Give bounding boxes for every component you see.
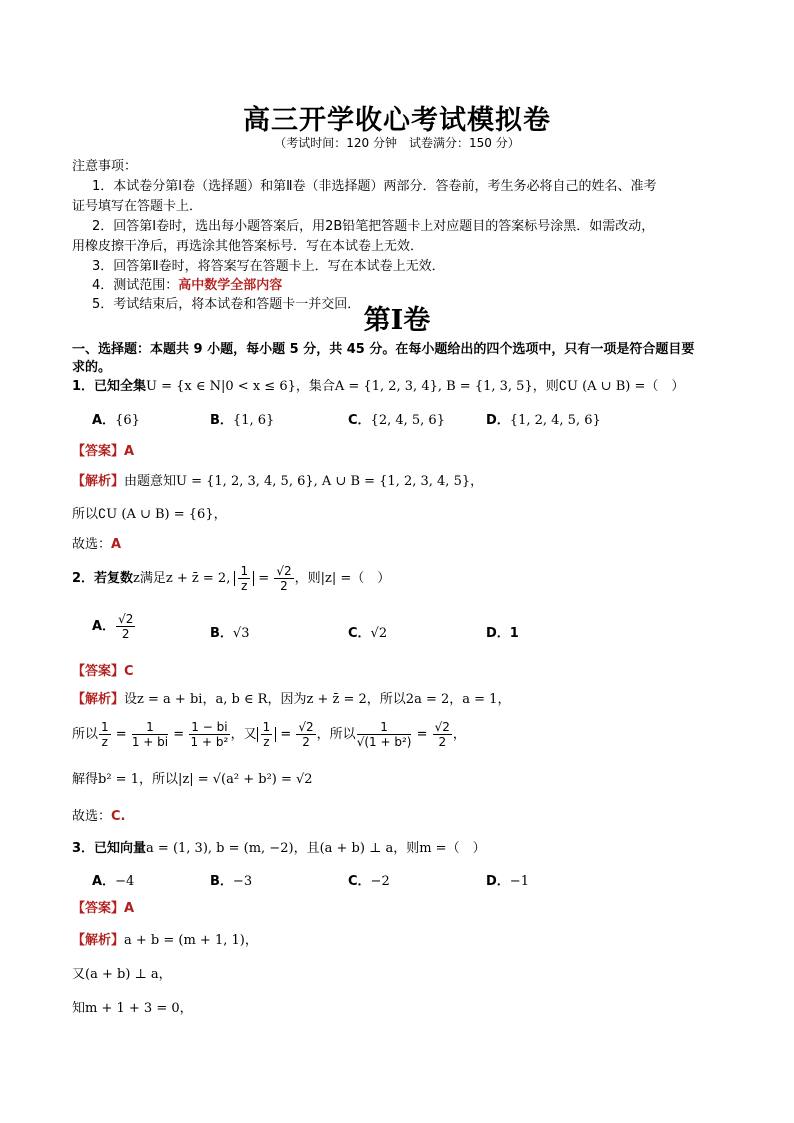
q3-analysis-2 <box>72 963 172 982</box>
q3-answer-value: A <box>124 901 135 916</box>
note-2b: 用橡皮擦干净后，再选涂其他答案标号．写在本试卷上无效． <box>72 239 424 254</box>
q2-ana1-e: ， <box>449 692 463 707</box>
q3-stem-m1: a = (1, 3), b = (m, −2) <box>146 841 294 856</box>
q1-stem-m1: U = {x ∈ N|0 < x ≤ 6} <box>146 379 296 394</box>
q2-ana3-a: 解得 <box>72 772 99 787</box>
note-4 <box>92 274 282 293</box>
q2-ana1-d: ，所以 <box>366 692 406 707</box>
analysis-label: 【解析】 <box>72 474 125 489</box>
q2-ana2-f1-den: z <box>101 735 108 749</box>
q2-ana3-m2: |z| = √(a² + b²) = √2 <box>178 772 313 787</box>
q1-select <box>72 533 121 552</box>
q3-ana2-a: 又 <box>72 967 86 982</box>
q3-analysis-1 <box>72 929 258 948</box>
exam-subtitle: （考试时间：120 分钟 试卷满分：150 分） <box>274 136 520 150</box>
q2-stem-m2: |z| = <box>320 571 352 586</box>
q3-option-a-value: −4 <box>115 874 135 889</box>
note-1b: 证号填写在答题卡上． <box>72 199 203 214</box>
q2-ana1-m5: a = 1 <box>462 692 498 707</box>
q1-answer <box>72 440 134 459</box>
q1-option-b-value: {1, 6} <box>232 413 275 428</box>
q2-ana1-m4: 2a = 2 <box>405 692 450 707</box>
select-label: 故选： <box>72 809 112 824</box>
q1-stem-m2: A = {1, 2, 3, 4}, B = {1, 3, 5} <box>334 379 533 394</box>
q3-ana3-a: 知 <box>72 1001 86 1016</box>
q3-ana2-m: (a + b) ⊥ a <box>85 967 159 982</box>
q2-option-d <box>486 622 519 641</box>
q1-answer-value: A <box>124 444 135 459</box>
q1-option-c <box>348 409 445 428</box>
q2-ana1-c: ，因为 <box>267 692 307 707</box>
q2-stem-a: 2．若复数 <box>72 571 134 586</box>
q2-option-a <box>92 612 136 641</box>
q2-ana2-f5-den: 2 <box>302 735 310 749</box>
q2-ana2-f6-den: √(1 + b²) <box>356 735 412 749</box>
q2-ana1-m1: z = a + bi <box>137 692 203 707</box>
q2-ana1-m2: a, b ∈ R <box>215 692 268 707</box>
q2-stem-frac-num: 1 <box>240 564 249 578</box>
q3-stem-b: ，且 <box>293 841 320 856</box>
q3-option-d-value: −1 <box>509 874 529 889</box>
q2-ana2-f3-num: 1 − bi <box>191 720 228 734</box>
q2-ana2-f3-den: 1 + b² <box>190 735 229 749</box>
q3-ana1-b: ， <box>244 933 258 948</box>
q1-option-c-value: {2, 4, 5, 6} <box>370 413 445 428</box>
q1-option-d-label: D． <box>486 413 510 428</box>
q1-option-b-label: B． <box>210 413 233 428</box>
q2-ana2-f4-den: z <box>263 735 270 749</box>
q2-answer <box>72 660 134 679</box>
section-title: 第Ⅰ卷 <box>363 305 431 336</box>
q3-option-c-value: −2 <box>370 874 390 889</box>
q2-stem-m1: z + z̄ = 2, <box>165 571 231 586</box>
q3-analysis-3 <box>72 997 193 1016</box>
q2-stem-rhs-den: 2 <box>280 579 288 593</box>
q1-option-d <box>486 409 601 428</box>
q2-ana3-b: ，所以 <box>138 772 178 787</box>
q1-option-a <box>92 409 140 428</box>
q3-option-c-label: C． <box>348 874 371 889</box>
q3-stem-m2: (a + b) ⊥ a <box>319 841 394 856</box>
q2-stem <box>72 564 390 593</box>
q3-option-d-label: D． <box>486 874 510 889</box>
q3-ana3-m: m + 1 + 3 = 0 <box>85 1001 180 1016</box>
q3-stem <box>72 837 486 856</box>
q1-stem-b: ，集合 <box>295 379 335 394</box>
q2-ana1-m3: z + z̄ = 2 <box>306 692 367 707</box>
q1-ana1-a: 由题意知 <box>124 474 177 489</box>
note-4-prefix: 4．测试范围： <box>92 278 179 293</box>
q3-ana2-b: ， <box>158 967 172 982</box>
q2-option-b <box>210 622 249 641</box>
notes-heading: 注意事项： <box>72 159 138 174</box>
q3-option-a <box>92 870 134 889</box>
note-1a: 1．本试卷分第Ⅰ卷（选择题）和第Ⅱ卷（非选择题）两部分．答卷前，考生务必将自己的姓名、准考 <box>92 179 657 194</box>
q1-select-value: A <box>111 537 122 552</box>
q2-analysis-1 <box>72 688 510 707</box>
note-4-scope: 高中数学全部内容 <box>178 278 283 293</box>
q3-stem-c: ，则 <box>393 841 420 856</box>
q1-ana1-m: U = {1, 2, 3, 4, 5, 6}, A ∪ B = {1, 2, 3, 4, 5} <box>176 474 471 489</box>
q2-stem-z: z <box>133 571 140 586</box>
q2-ana1-b: ， <box>202 692 216 707</box>
q2-stem-rhs-num: √2 <box>276 564 292 578</box>
q3-option-b-label: B． <box>210 874 233 889</box>
q2-option-c-label: C． <box>348 626 371 641</box>
q3-option-b <box>210 870 252 889</box>
analysis-label: 【解析】 <box>72 933 125 948</box>
q2-ana2-f7-den: 2 <box>438 735 447 749</box>
q3-option-d <box>486 870 529 889</box>
q3-stem-a: 3．已知向量 <box>72 841 147 856</box>
q1-option-b <box>210 409 274 428</box>
q3-option-a-label: A． <box>92 874 116 889</box>
q3-ana1-m: a + b = (m + 1, 1) <box>124 933 245 948</box>
section-intro-b: 求的。 <box>72 360 112 375</box>
q2-option-a-label: A． <box>92 619 116 634</box>
q2-ana2-d: ， <box>452 727 466 742</box>
q1-stem-d: （ ） <box>645 379 685 394</box>
q2-stem-c: ，则 <box>294 571 321 586</box>
q2-stem-b: 满足 <box>139 571 166 586</box>
q2-option-c-value: √2 <box>370 626 388 641</box>
q2-ana2-f1-num: 1 <box>101 720 109 734</box>
q2-answer-value: C <box>124 664 134 679</box>
q3-stem-d: （ ） <box>446 841 486 856</box>
q2-option-b-value: √3 <box>232 626 250 641</box>
q2-ana2-f5-num: √2 <box>298 720 314 734</box>
q2-ana3-m1: b² = 1 <box>98 772 139 787</box>
exam-title: 高三开学收心考试模拟卷 <box>243 105 551 136</box>
note-2a: 2．回答第Ⅰ卷时，选出每小题答案后，用2B铅笔把答题卡上对应题目的答案标号涂黑．如需改动， <box>92 219 655 234</box>
q1-analysis-2 <box>72 503 227 522</box>
q2-stem-frac-den: z <box>241 579 248 593</box>
q1-option-c-label: C． <box>348 413 371 428</box>
q2-select-value: C. <box>111 809 126 824</box>
q2-ana2-f4-num: 1 <box>262 720 271 734</box>
q3-answer <box>72 897 134 916</box>
q1-stem-m3: ∁U (A ∪ B) = <box>558 379 646 394</box>
answer-label: 【答案】 <box>72 901 125 916</box>
q2-ana2-f6-num: 1 <box>357 720 412 735</box>
q2-option-a-den: 2 <box>121 627 130 641</box>
note-3: 3．回答第Ⅱ卷时，将答案写在答题卡上．写在本试卷上无效． <box>92 259 445 274</box>
q2-stem-eq: = <box>258 571 270 586</box>
q2-stem-d: （ ） <box>351 571 391 586</box>
q2-analysis-2: 所以 $\frac{1}{z}$ = $\frac{1}{1 + bi}$ = $\frac{1 - bi}{\text{1 + b²}}$ ，又 $\frac{1}{z}$ = $\frac{√2}{2}$ ，所以 $\frac{1}{\text{√(1 + b²)}}$ = $\frac{√2}{2}$ ， <box>72 720 466 749</box>
q2-ana1-a: 设 <box>124 692 138 707</box>
q2-option-a-num: √2 <box>118 612 134 626</box>
q2-ana2-a: 所以 <box>72 727 99 742</box>
select-label: 故选： <box>72 537 112 552</box>
q1-stem-c: ，则 <box>532 379 559 394</box>
q1-ana2-m: ∁U (A ∪ B) = {6} <box>98 507 214 522</box>
q2-select <box>72 805 126 824</box>
note-5: 5．考试结束后，将本试卷和答题卡一并交回． <box>92 297 361 312</box>
q2-ana2-f7-num: √2 <box>434 720 450 734</box>
q1-analysis-1 <box>72 470 483 489</box>
q1-stem <box>72 375 684 394</box>
q1-ana1-b: ， <box>470 474 484 489</box>
q2-ana2-f2-num: 1 <box>132 720 168 735</box>
q1-option-a-label: A． <box>92 413 116 428</box>
answer-label: 【答案】 <box>72 664 125 679</box>
q2-ana1-f: ， <box>497 692 511 707</box>
q2-ana2-f2-den: 1 + bi <box>131 735 169 749</box>
q1-stem-a: 1．已知全集 <box>72 379 147 394</box>
q2-analysis-3 <box>72 768 313 787</box>
q3-stem-m3: m = <box>419 841 447 856</box>
q2-option-d-value: 1 <box>509 626 519 641</box>
q2-ana2-c: ，所以 <box>316 727 356 742</box>
q2-option-b-label: B． <box>210 626 233 641</box>
answer-label: 【答案】 <box>72 444 125 459</box>
q1-ana2-a: 所以 <box>72 507 99 522</box>
q1-ana2-b: ， <box>213 507 227 522</box>
q3-ana3-b: ， <box>179 1001 193 1016</box>
analysis-label: 【解析】 <box>72 692 125 707</box>
section-intro-a: 一、选择题：本题共 9 小题，每小题 5 分，共 45 分。在每小题给出的四个选项中，只有一项是符合题目要 <box>72 342 695 357</box>
q2-option-c <box>348 622 387 641</box>
q1-option-a-value: {6} <box>115 413 140 428</box>
q3-option-c <box>348 870 390 889</box>
q1-option-d-value: {1, 2, 4, 5, 6} <box>509 413 601 428</box>
q3-option-b-value: −3 <box>232 874 253 889</box>
q2-option-d-label: D． <box>486 626 510 641</box>
q2-ana2-b: ，又 <box>230 727 257 742</box>
